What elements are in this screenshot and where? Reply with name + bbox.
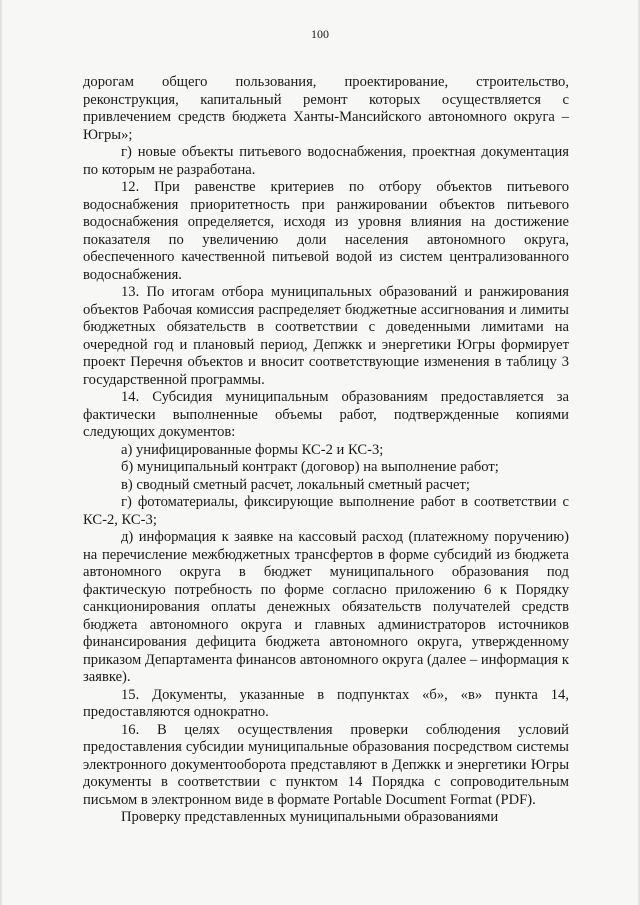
list-item: в) сводный сметный расчет, локальный сметный расчет; (121, 476, 470, 493)
paragraph: 12. При равенстве критериев по отбору объектов питьевого водоснабжения приоритетность при ранжировании объектов питьевого водоснабжения определяется, исходя из уровня влияния на достижение показателя по увеличению доли населения автономного округа, обеспеченного качественной питьевой водой из систем централизованного водоснабжения. (83, 179, 569, 283)
page-edge-left (0, 0, 3, 905)
paragraph: Проверку представленных муниципальными образованиями (121, 809, 499, 825)
paragraph: 14. Субсидия муниципальным образованиям предоставляется за фактически выполненные объемы работ, подтвержденные копиями следующих документов: (83, 389, 569, 440)
list-item: а) унифицированные формы КС-2 и КС-3; (121, 441, 384, 458)
list-item: д) информация к заявке на кассовый расход (платежному поручению) на перечисление межбюджетных трансфертов в форме субсидий из бюджета автономного округа в бюджет муниципального образования под фактическую потребность по форме согласно приложению 6 к Порядку санкционирования оплаты денежных обязательств получателей средств бюджета автономного округа и главных администраторов источников финансирования дефицита бюджета автономного округа, утвержденному приказом Департамента финансов автономного округа (далее – информация к заявке). (83, 529, 569, 685)
paragraph: дорогам общего пользования, проектирование, строительство, реконструкция, капитальный ремонт которых осуществляется с привлечением средств бюджета Ханты-Мансийского автономного округа – Югры»; (83, 74, 569, 143)
page-number: 100 (311, 27, 329, 41)
paragraph: 15. Документы, указанные в подпунктах «б», «в» пункта 14, предоставляются однократно. (83, 686, 569, 720)
list-item: б) муниципальный контракт (договор) на выполнение работ; (121, 459, 499, 475)
document-body (83, 74, 569, 827)
list-item: г) фотоматериалы, фиксирующие выполнение работ в соответствии с КС-2, КС-3; (83, 494, 569, 528)
paragraph: 16. В целях осуществления проверки соблюдения условий предоставления субсидии муниципальные образования посредством системы электронного документооборота представляют в Депжкк и энергетики Югры документы в соответствии с пунктом 14 Порядка с сопроводительным письмом в электронном виде в формате Portable Document Format (PDF). (83, 721, 569, 808)
paragraph: г) новые объекты питьевого водоснабжения, проектная документация по которым не разработана. (83, 144, 569, 178)
paragraph: 13. По итогам отбора муниципальных образований и ранжирования объектов Рабочая комиссия распределяет бюджетные ассигнования и лимиты бюджетных обязательств в соответствии с доведенными лимитами на очередной год и плановый период, Депжкк и энергетики Югры формирует проект Перечня объектов и вносит соответствующие изменения в таблицу 3 государственной программы. (83, 284, 569, 388)
